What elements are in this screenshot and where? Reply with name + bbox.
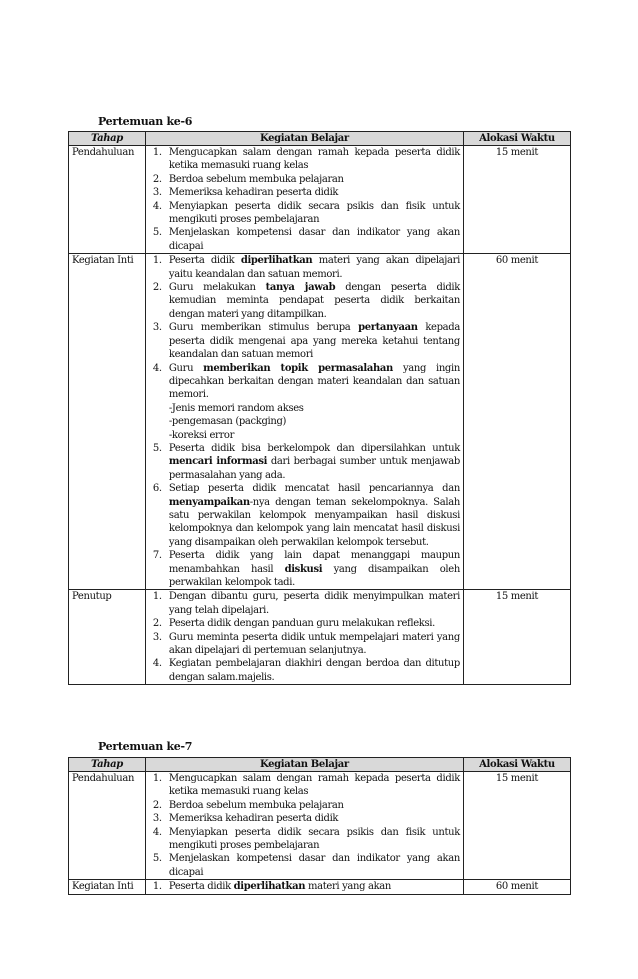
list-item: [149, 826, 460, 853]
list-item-text: materi yang akan: [305, 881, 391, 893]
list-item-text: dari berbagai sumber untuk menjawab permasalahan yang ada.: [168, 456, 460, 481]
list-item-text: Mengucapkan salam dengan ramah kepada peserta didik ketika memasuki ruang kelas: [168, 147, 460, 172]
list-item-text: Menyiapkan peserta didik secara psikis dan fisik untuk mengikuti proses pembelajaran: [168, 826, 460, 852]
list-item-number: 3.: [152, 322, 162, 334]
phase-label: Pendahuluan: [69, 772, 146, 880]
list-item-number: 1.: [152, 773, 162, 784]
list-item-text: Berdoa sebelum membuka pelajaran: [168, 173, 344, 185]
header-kegiatan: Kegiatan Belajar: [145, 132, 463, 146]
list-item-text: Dengan dibantu guru, peserta didik menyimpulkan materi yang telah dipelajari.: [168, 591, 460, 616]
list-item-text: materi yang akan dipelajari yaitu keandalan dan satuan memori.: [168, 255, 460, 280]
list-item: [149, 812, 460, 825]
list-item: [149, 281, 460, 321]
time-allocation: 60 menit: [463, 254, 570, 590]
list-subitem: -koreksi error: [168, 429, 235, 441]
list-item: [149, 200, 460, 227]
list-item-number: 4.: [152, 362, 162, 374]
phase-label: Pendahuluan: [69, 146, 146, 254]
list-item-number: 5.: [152, 227, 162, 239]
list-item: [149, 254, 460, 281]
list-item-number: 2.: [152, 282, 162, 294]
meeting-7-heading: Pertemuan ke-7: [98, 740, 193, 753]
list-item-emphasis: menyampaikan: [168, 496, 250, 508]
list-item-number: 3.: [152, 187, 162, 199]
list-item: [149, 657, 460, 684]
list-item-text: -nya dengan teman sekelompoknya. Salah satu perwakilan kelompok menyampaikan hasil diskusi kelompoknya dan kelompok yang lain mencatat hasil diskusi yang disampaikan oleh perwakilan kelompok tersebut.: [168, 496, 460, 548]
list-item: [149, 617, 460, 630]
list-item: [149, 590, 460, 617]
list-item: [149, 226, 460, 253]
list-item: [149, 631, 460, 658]
list-item-number: 1.: [152, 147, 162, 158]
list-item-text: Peserta didik: [168, 881, 234, 893]
list-subitem: -Jenis memori random akses: [168, 402, 304, 414]
list-item-number: 3.: [152, 813, 162, 825]
list-item-number: 4.: [152, 200, 162, 212]
header-tahap: Tahap: [69, 758, 146, 772]
list-item: [149, 772, 460, 799]
list-item-emphasis: pertanyaan: [358, 322, 418, 334]
list-item-number: 1.: [152, 881, 162, 893]
time-allocation: 15 menit: [463, 590, 570, 685]
meeting-7-table: [68, 757, 571, 895]
list-item: [149, 186, 460, 199]
table-header-row: [69, 132, 571, 146]
list-item-number: 1.: [152, 255, 162, 267]
list-item-number: 4.: [152, 658, 162, 670]
list-item-text: Kegiatan pembelajaran diakhiri dengan berdoa dan ditutup dengan salam.majelis.: [168, 658, 460, 683]
list-item: [149, 146, 460, 173]
list-item: [149, 482, 460, 549]
table-row: [69, 880, 571, 894]
list-item-number: 7.: [152, 550, 162, 562]
table-row: [69, 772, 571, 880]
list-item-text: Memeriksa kehadiran peserta didik: [168, 187, 339, 199]
list-item-emphasis: memberikan topik permasalahan: [203, 362, 393, 374]
list-item-text: Setiap peserta didik mencatat hasil pencariannya dan: [168, 483, 460, 495]
list-item-number: 2.: [152, 173, 162, 185]
table-row: [69, 146, 571, 254]
list-item-number: 3.: [152, 631, 162, 643]
list-item: [149, 549, 460, 589]
list-item-text: yang ingin dipecahkan berkaitan dengan materi keandalan dan satuan memori.: [168, 362, 460, 401]
list-item-number: 2.: [152, 618, 162, 630]
meeting-6-table: [68, 131, 571, 685]
list-item-text: dengan peserta didik kemudian meminta pendapat peserta didik berkaitan dengan materi yang ditampilkan.: [168, 282, 460, 320]
list-item: [149, 321, 460, 361]
phase-label: Penutup: [69, 590, 146, 685]
list-item-emphasis: tanya jawab: [265, 282, 336, 294]
list-item-number: 4.: [152, 826, 162, 838]
list-item-number: 2.: [152, 799, 162, 811]
list-item-number: 5.: [152, 442, 162, 454]
activity-cell: [145, 880, 463, 894]
list-item-text: Peserta didik dengan panduan guru melakukan refleksi.: [168, 618, 435, 630]
list-item-number: 1.: [152, 591, 162, 603]
activity-cell: [145, 590, 463, 685]
header-alokasi-waktu: Alokasi Waktu: [463, 132, 570, 146]
list-subitem: -pengemasan (packging): [168, 416, 287, 428]
list-item-text: Memeriksa kehadiran peserta didik: [168, 813, 339, 825]
list-item-text: Peserta didik yang lain dapat menanggapi maupun menambahkan hasil: [168, 550, 460, 575]
activity-cell: [145, 772, 463, 880]
header-tahap: Tahap: [69, 132, 146, 146]
list-item-text: Guru memberikan stimulus berupa: [168, 322, 359, 334]
time-allocation: 60 menit: [463, 880, 570, 894]
list-item-emphasis: diskusi: [284, 563, 323, 575]
list-item-text: Menjelaskan kompetensi dasar dan indikator yang akan dicapai: [168, 853, 460, 878]
list-item-text: Menjelaskan kompetensi dasar dan indikator yang akan dicapai: [168, 227, 460, 252]
table-header-row: [69, 758, 571, 772]
list-item: [149, 173, 460, 186]
list-item-emphasis: diperlihatkan: [240, 255, 313, 267]
phase-label: Kegiatan Inti: [69, 254, 146, 590]
list-item-text: Peserta didik: [168, 255, 241, 267]
time-allocation: 15 menit: [463, 146, 570, 254]
table-row: [69, 590, 571, 685]
list-item-text: Guru: [168, 362, 204, 374]
list-item: [149, 852, 460, 879]
list-item-number: 5.: [152, 853, 162, 865]
header-alokasi-waktu: Alokasi Waktu: [463, 758, 570, 772]
list-item-emphasis: mencari informasi: [168, 456, 268, 468]
header-kegiatan: Kegiatan Belajar: [145, 758, 463, 772]
list-item-text: Menyiapkan peserta didik secara psikis dan fisik untuk mengikuti proses pembelajaran: [168, 200, 460, 226]
list-item-text: kepada peserta didik mengenai apa yang mereka ketahui tentang keandalan dan satuan memori: [168, 322, 460, 361]
list-item: [149, 880, 460, 893]
activity-cell: [145, 146, 463, 254]
list-item-text: yang disampaikan oleh perwakilan kelompok tadi.: [168, 563, 460, 588]
meeting-6-heading: Pertemuan ke-6: [98, 115, 193, 128]
list-item-text: Guru meminta peserta didik untuk mempelajari materi yang akan dipelajari di pertemuan selanjutnya.: [168, 631, 460, 657]
list-item-number: 6.: [152, 483, 162, 495]
list-item: [149, 799, 460, 812]
activity-cell: [145, 254, 463, 590]
list-item-emphasis: diperlihatkan: [233, 881, 306, 893]
list-item-text: Berdoa sebelum membuka pelajaran: [168, 799, 344, 811]
list-item-text: Mengucapkan salam dengan ramah kepada peserta didik ketika memasuki ruang kelas: [168, 773, 460, 798]
phase-label: Kegiatan Inti: [69, 880, 146, 894]
list-item-text: Peserta didik bisa berkelompok dan dipersilahkan untuk: [168, 442, 460, 454]
table-row: [69, 254, 571, 590]
list-item: [149, 362, 460, 442]
time-allocation: 15 menit: [463, 772, 570, 880]
list-item-text: Guru melakukan: [168, 282, 266, 294]
list-item: [149, 442, 460, 482]
